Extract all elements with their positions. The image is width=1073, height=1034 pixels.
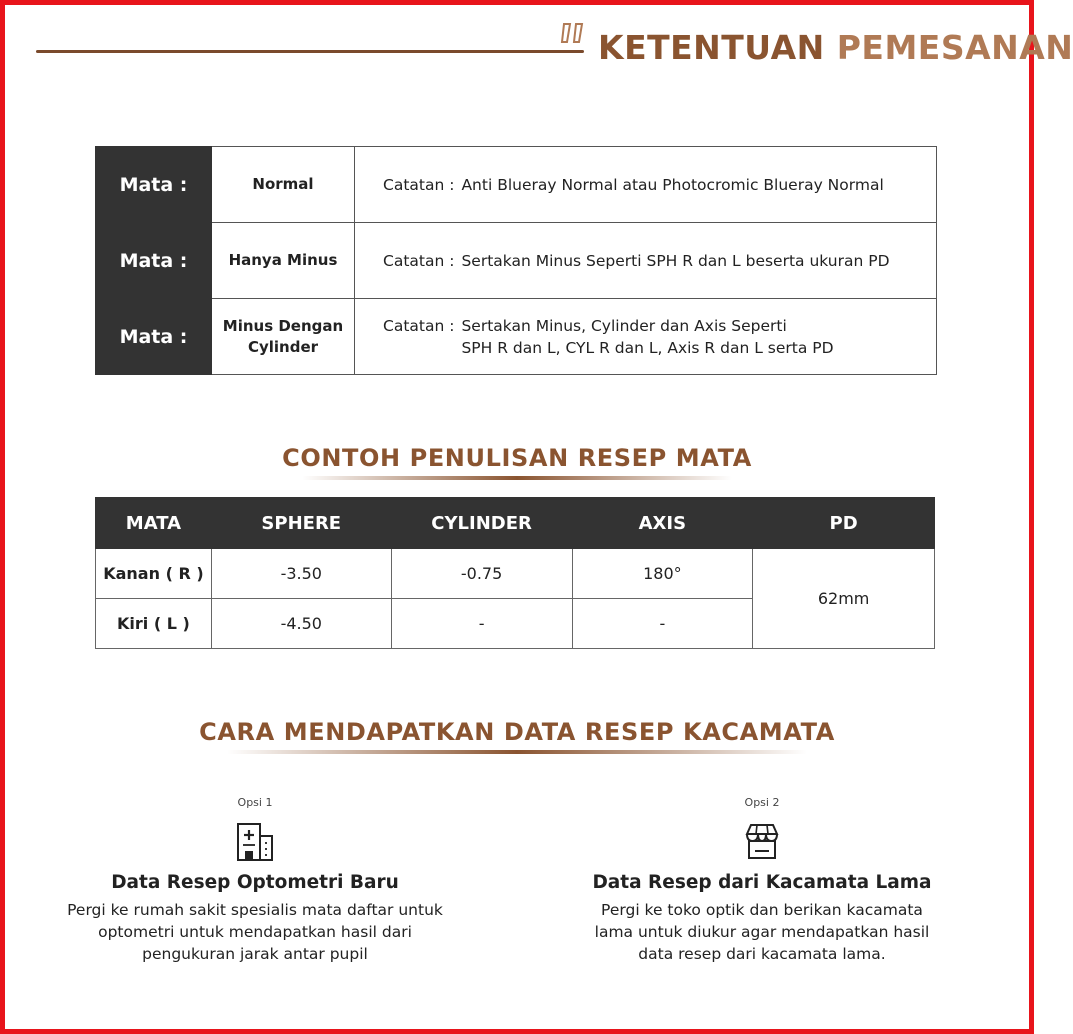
rule-label: Mata : [96, 299, 212, 375]
rules-table [95, 146, 937, 375]
rule-label: Mata : [96, 147, 212, 223]
rule-label: Mata : [96, 223, 212, 299]
howto-section-heading [0, 718, 1034, 754]
table-row [96, 147, 937, 223]
axis-cell: - [572, 599, 753, 649]
column-header: AXIS [572, 498, 753, 549]
store-icon [742, 820, 782, 864]
rule-note [355, 223, 937, 299]
rule-type: Hanya Minus [212, 223, 355, 299]
rule-type [212, 299, 355, 375]
note-text: SPH R dan L, CYL R dan L, Axis R dan L serta PD [461, 338, 834, 357]
description-line: Pergi ke rumah sakit spesialis mata daftar untuk [67, 901, 443, 919]
option-label: Opsi 1 [237, 796, 273, 809]
note-label: Catatan : [383, 251, 455, 270]
rule-type: Normal [212, 147, 355, 223]
table-row [96, 223, 937, 299]
double-quote-icon [558, 22, 588, 48]
section-title: CONTOH PENULISAN RESEP MATA [282, 444, 752, 472]
hospital-icon [235, 820, 275, 864]
rule-type-line: Cylinder [247, 337, 319, 356]
column-header: PD [753, 498, 935, 549]
column-header: SPHERE [211, 498, 391, 549]
axis-cell: 180° [572, 549, 753, 599]
table-header-row [96, 498, 935, 549]
description-line: Pergi ke toko optik dan berikan kacamata [601, 901, 923, 919]
page-title-part1: KETENTUAN [598, 28, 825, 67]
table-row [96, 549, 935, 599]
pd-cell: 62mm [753, 549, 935, 649]
rule-note [355, 299, 937, 375]
option-title: Data Resep Optometri Baru [111, 872, 399, 893]
description-line: optometri untuk mendapatkan hasil dari [98, 923, 412, 941]
prescription-table [95, 497, 935, 649]
option-label: Opsi 2 [744, 796, 780, 809]
table-row [96, 299, 937, 375]
column-header: MATA [96, 498, 212, 549]
section-title: CARA MENDAPATKAN DATA RESEP KACAMATA [199, 718, 835, 746]
option-1 [35, 796, 475, 965]
note-text: Anti Blueray Normal atau Photocromic Blueray Normal [461, 175, 884, 194]
rule-type-line: Minus Dengan [222, 316, 344, 335]
sphere-cell: -3.50 [211, 549, 391, 599]
cylinder-cell: -0.75 [391, 549, 572, 599]
note-text: Sertakan Minus, Cylinder dan Axis Seperti [461, 316, 787, 335]
section-underline [302, 476, 732, 480]
note-label: Catatan : [383, 175, 455, 194]
example-section-heading [0, 444, 1034, 480]
option-2 [542, 796, 982, 965]
option-title: Data Resep dari Kacamata Lama [592, 872, 932, 893]
eye-cell: Kiri ( L ) [96, 599, 212, 649]
note-text: Sertakan Minus Seperti SPH R dan L beserta ukuran PD [461, 251, 890, 270]
rule-note [355, 147, 937, 223]
header-rule [36, 50, 584, 53]
page-title-part2: PEMESANAN [836, 28, 1073, 67]
description-line: lama untuk diukur agar mendapatkan hasil [594, 923, 930, 941]
cylinder-cell: - [391, 599, 572, 649]
option-description [542, 899, 982, 965]
option-description [35, 899, 475, 965]
description-line: pengukuran jarak antar pupil [142, 945, 368, 963]
section-underline [227, 750, 807, 754]
column-header: CYLINDER [391, 498, 572, 549]
description-line: data resep dari kacamata lama. [638, 945, 886, 963]
note-label: Catatan : [383, 316, 455, 335]
page-title [598, 28, 1073, 67]
eye-cell: Kanan ( R ) [96, 549, 212, 599]
sphere-cell: -4.50 [211, 599, 391, 649]
